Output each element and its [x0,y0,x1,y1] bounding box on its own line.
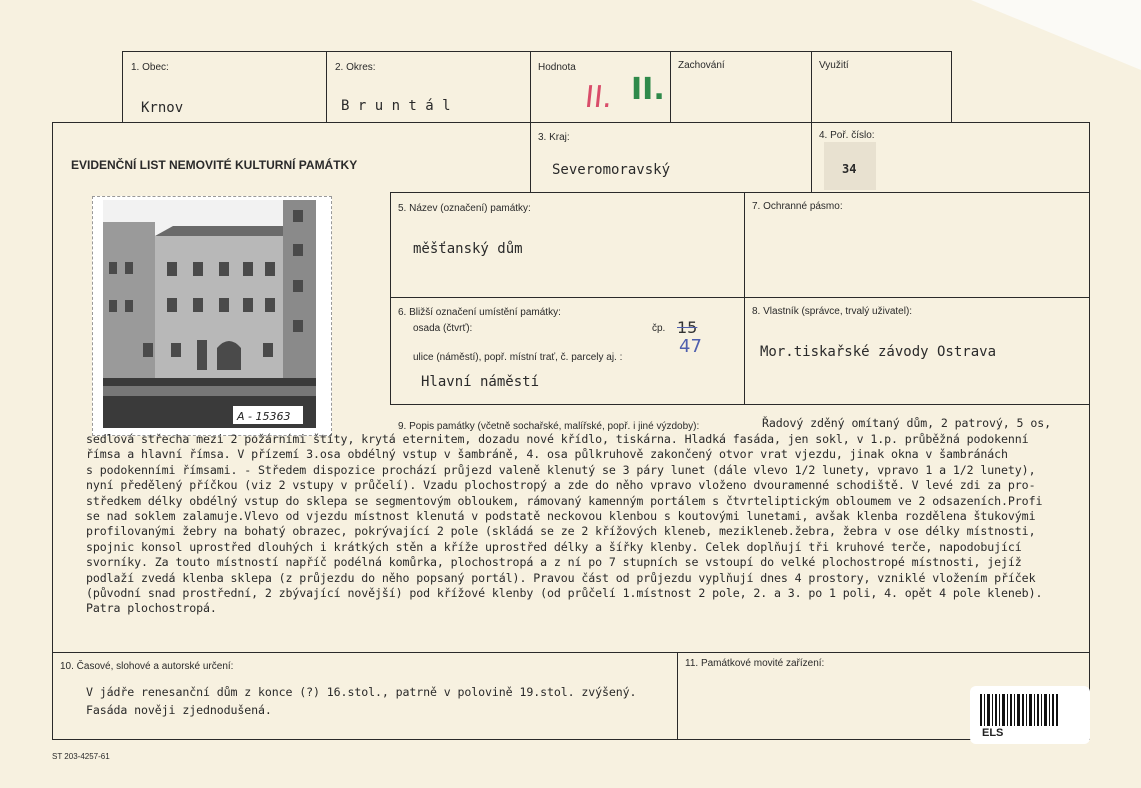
kraj-label: 3. Kraj: [538,132,570,143]
card-corner [971,0,1141,70]
popis-text [86,432,1042,617]
vyuziti-cell [811,51,952,123]
por-cislo-value: 34 [842,162,857,176]
form-code: ST 203-4257-61 [52,752,110,761]
hodnota-label: Hodnota [538,62,576,73]
barcode-icon [980,694,1060,726]
ulice-label: ulice (náměstí), popř. místní trať, č. parcely aj. : [413,352,623,363]
obec-value: Krnov [141,100,184,116]
urceni-line: V jádře renesanční dům z konce (?) 16.stol., patrně v polovině 19.stol. zvýšený. [86,685,637,699]
nazev-value: měšťanský dům [413,241,523,257]
hodnota-green-mark: II. [631,72,665,107]
zachovani-cell [670,51,812,123]
osada-label: osada (čtvrť): [413,323,473,334]
kraj-cell [530,122,812,193]
popis-line: (původní snad prostřední, 2 zbývající novější) pod křížové klenby (od průčelí 1.místnost 2 pole, 2. a 3. po 1 poli, 4. opět 4 pole kleneb). [86,586,1043,601]
ulice-value: Hlavní náměstí [421,374,540,390]
building-photo [103,200,316,428]
vlastnik-label: 8. Vlastník (správce, trvalý uživatel): [752,306,913,317]
urceni-label: 10. Časové, slohové a autorské určení: [60,661,234,672]
popis-line: spojnic konsol uprostřed dlouhých i krátkých stěn a kříže uprostřed délky a šířky klenby. Celek doplňují tři kruhové terče, napodobující [86,539,1022,554]
popis-line: svorníky. Za touto místností napříč podélná komůrka, plochostropá a z ní po 7 stupních se vstoupí do velké plochostropé místnosti, jejíž [86,555,1022,570]
vlastnik-cell [744,297,1090,405]
cp-new: 47 [679,336,702,357]
vlastnik-value: Mor.tiskařské závody Ostrava [760,344,997,360]
cp-old: 15 [677,318,698,337]
blizsi-cell [390,297,745,405]
obec-label: 1. Obec: [131,62,169,73]
okres-cell [326,51,531,123]
building-photo-image [103,200,316,428]
por-cislo-cell [811,122,1090,193]
popis-line: sedlová střecha mezi 2 požárními štíty, krytá eternitem, dozadu nové křídlo, tiskárna. Hladká fasáda, jen sokl, v 1.p. průběžná podokenní [86,432,1029,446]
okres-label: 2. Okres: [335,62,376,73]
popis-line: profilovanými žebry na bohatý obrazec, pokrývající 2 pole (skládá se ze 2 křížových kleneb, mezikleneb.žebra, žebra v ose délky místnosti, [86,524,1036,539]
popis-line: podlaží zvedá klenba sklepa (z průjezdu do něho popsaný portál). Pravou část od průjezdu vyplňují dnes 4 prostory, vzniklé vložením příček [86,570,1036,585]
zachovani-label: Zachování [678,60,725,71]
barcode-text: ELS [982,727,1004,739]
popis-first-line: Řadový zděný omítaný dům, 2 patrový, 5 os, [762,416,1051,430]
urceni-cell [52,652,678,740]
barcode-sticker [970,686,1090,744]
urceni-line: Fasáda nověji zjednodušená. [86,703,272,717]
popis-line: se nad soklem zalamuje.Vlevo od vjezdu místnost klenutá v podstatě neckovou klenbou s koutovými lunetami, avšak klenba rozdělena štukovými [86,509,1036,524]
nazev-cell [390,192,745,298]
nazev-label: 5. Název (označení) památky: [398,203,531,214]
ochranne-label: 7. Ochranné pásmo: [752,201,843,212]
popis-line: Patra plochostropá. [86,601,217,616]
blizsi-label: 6. Bližší označení umístění památky: [398,307,561,318]
photo-code: A - 15363 [237,410,291,423]
popis-line: římsa a hlavní římsa. V přízemí 3.osa obdélný vstup v šambráně, 4. osa půlkruhově zakončený otvor vrat vjezdu, jinak okna v šambránách [86,447,1008,462]
popis-line: s podokenními římsami. - Středem dispozice prochází průjezd valeně klenutý se 3 páry lunet (dále vlevo 1/2 lunety, vpravo 1 a 1/2 lunety), [86,462,1036,477]
popis-line: nyní předělený příčkou (viz 2 vstupy v průčelí). Vzadu plochostropý a zde do něho vpravo vloženo dvouramenné schodiště. V levé zdi za pro- [86,478,1036,493]
okres-value: B r u n t á l [341,98,451,114]
ochranne-cell [744,192,1090,298]
cp-label: čp. [652,323,666,334]
popis-label: 9. Popis památky (včetně sochařské, malířské, popř. i jiné výzdoby): [398,421,700,432]
hodnota-red-mark: II. [583,80,615,115]
popis-line: středkem délky obdélný vstup do sklepa se segmentovým obloukem, rámovaný kamenným portálem s čtvrteliptickým obloumem ve 2 odsazeních.Profi [86,493,1043,508]
zarizeni-label: 11. Památkové movité zařízení: [685,658,825,669]
hodnota-cell [530,51,671,123]
obec-cell [122,51,327,123]
vyuziti-label: Využití [819,60,849,71]
page-title: EVIDENČNÍ LIST NEMOVITÉ KULTURNÍ PAMÁTKY [71,158,358,172]
kraj-value: Severomoravský [552,162,671,178]
por-cislo-label: 4. Poř. číslo: [819,130,875,141]
